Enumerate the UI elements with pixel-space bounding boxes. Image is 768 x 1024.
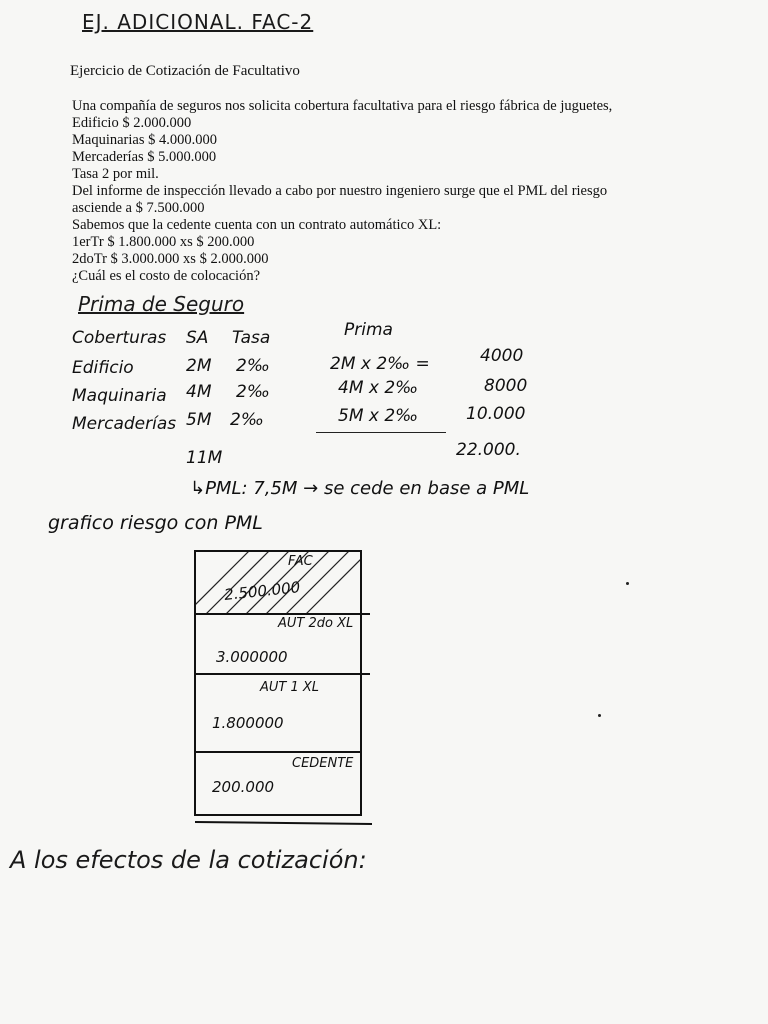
- row-result: 10.000: [466, 404, 526, 424]
- layer-amount: 3.000000: [216, 648, 288, 666]
- problem-line: 1erTr $ 1.800.000 xs $ 200.000: [72, 234, 255, 250]
- row-tasa: 2‰: [230, 410, 264, 430]
- row-name: Mercaderías: [72, 414, 177, 434]
- layer-label: CEDENTE: [292, 756, 354, 771]
- header-prima: Prima: [344, 320, 393, 340]
- problem-line: Edificio $ 2.000.000: [72, 115, 192, 131]
- layer-amount: 200.000: [212, 778, 275, 796]
- layer-amount: 1.800000: [212, 714, 284, 732]
- row-calc: 4M x 2‰: [338, 378, 419, 398]
- problem-line: Del informe de inspección llevado a cabo por nuestro ingeniero surge que el PML del riesgo: [72, 183, 608, 199]
- grafico-title: grafico riesgo con PML: [48, 512, 263, 534]
- row-name: Maquinaria: [72, 386, 167, 406]
- problem-line: ¿Cuál es el costo de colocación?: [72, 268, 261, 284]
- layer-label: AUT 1 XL: [260, 680, 320, 695]
- problem-line: Tasa 2 por mil.: [72, 166, 159, 182]
- layer-label: AUT 2do XL: [278, 616, 354, 631]
- row-sa: 4M: [186, 382, 212, 402]
- header-title: EJ. ADICIONAL. FAC-2: [82, 10, 314, 34]
- row-calc: 5M x 2‰: [338, 406, 419, 426]
- document-title: Ejercicio de Cotización de Facultativo: [70, 63, 300, 79]
- problem-line: Sabemos que la cedente cuenta con un contrato automático XL:: [72, 217, 442, 233]
- problem-line: Mercaderías $ 5.000.000: [72, 149, 217, 165]
- stray-dot: [626, 582, 629, 585]
- risk-layers-diagram: [192, 548, 372, 828]
- row-result: 8000: [484, 376, 528, 396]
- header-sa: SA: [186, 328, 209, 348]
- sa-total: 11M: [186, 448, 223, 468]
- row-result: 4000: [480, 346, 524, 366]
- prima-title: Prima de Seguro: [78, 292, 245, 316]
- row-tasa: 2‰: [236, 382, 270, 402]
- problem-line: Maquinarias $ 4.000.000: [72, 132, 217, 148]
- problem-statement: [72, 98, 612, 285]
- row-name: Edificio: [72, 358, 134, 378]
- final-note: A los efectos de la cotización:: [10, 846, 367, 874]
- header-coberturas: Coberturas: [72, 328, 167, 348]
- layer-label: FAC: [288, 554, 313, 569]
- row-sa: 2M: [186, 356, 212, 376]
- problem-line: asciende a $ 7.500.000: [72, 200, 205, 216]
- prima-total: 22.000.: [456, 440, 521, 460]
- row-sa: 5M: [186, 410, 212, 430]
- pml-note: ↳PML: 7,5M → se cede en base a PML: [190, 478, 530, 499]
- problem-line: Una compañía de seguros nos solicita cobertura facultativa para el riesgo fábrica de juguetes,: [72, 98, 613, 114]
- layer-amount: 2.500.000: [223, 578, 302, 604]
- header-tasa: Tasa: [232, 328, 271, 348]
- stray-dot: [598, 714, 601, 717]
- problem-line: 2doTr $ 3.000.000 xs $ 2.000.000: [72, 251, 269, 267]
- row-calc: 2M x 2‰ =: [330, 354, 430, 374]
- row-tasa: 2‰: [236, 356, 270, 376]
- sum-line: [316, 432, 446, 433]
